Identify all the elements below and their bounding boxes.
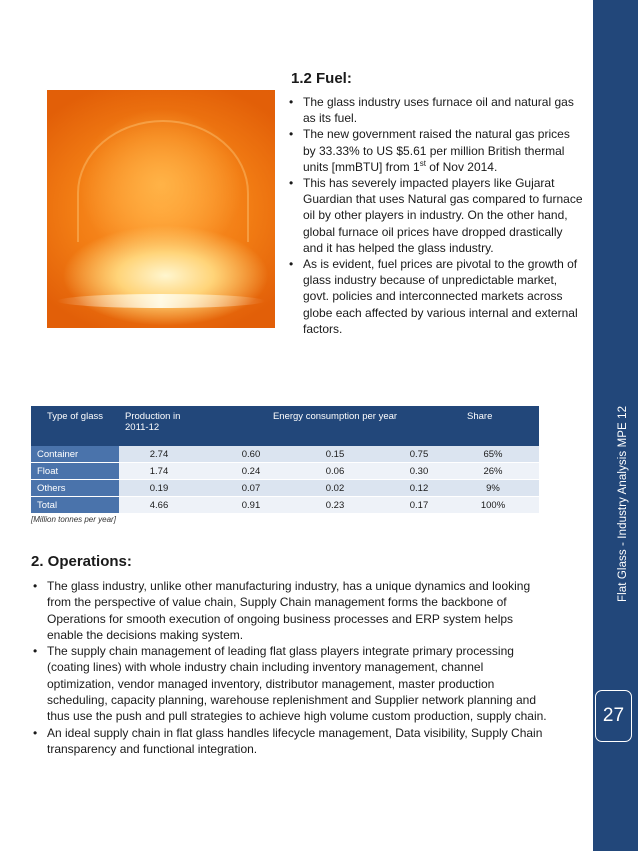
cell-production: 1.74 bbox=[119, 463, 209, 480]
page-number: 27 bbox=[595, 690, 632, 742]
operations-bullet: • An ideal supply chain in flat glass handles lifecycle management, Data visibility, Supply Chain transparency and functional integration. bbox=[31, 725, 551, 758]
glass-energy-table bbox=[31, 406, 539, 514]
operations-bullet-list bbox=[31, 578, 551, 757]
fuel-bullet-list bbox=[287, 94, 583, 337]
operations-heading: 2. Operations: bbox=[31, 553, 132, 570]
cell-energy: 0.12 bbox=[377, 480, 461, 497]
header-energy: Energy consumption per year bbox=[209, 406, 461, 446]
table-row bbox=[31, 446, 539, 463]
cell-energy: 0.30 bbox=[377, 463, 461, 480]
table-row bbox=[31, 463, 539, 480]
operations-bullet: • The supply chain management of leading flat glass players integrate primary processing (coating lines) with whole industry chain including inventory management, channel optimization, vendor managed inventory, distributor management, master production scheduling, capacity planning, warehouse replenishment and Supplier network planning and thus use the push and pull strategies to achieve high volume custom production, supply chain. bbox=[31, 643, 551, 724]
cell-energy: 0.17 bbox=[377, 497, 461, 514]
header-share: Share bbox=[461, 406, 539, 446]
sidebar-title: Flat Glass - Industry Analysis MPE 12 bbox=[617, 405, 629, 602]
cell-energy: 0.91 bbox=[209, 497, 293, 514]
cell-type: Container bbox=[31, 446, 119, 463]
table-header-row bbox=[31, 406, 539, 446]
cell-energy: 0.24 bbox=[209, 463, 293, 480]
cell-share: 100% bbox=[461, 497, 539, 514]
cell-type: Float bbox=[31, 463, 119, 480]
fuel-bullet-text: The new government raised the natural gas prices by 33.33% to US $5.61 per million British thermal units [mmBTU] from 1 bbox=[303, 127, 570, 174]
header-production: Production in 2011-12 bbox=[119, 406, 209, 446]
header-type: Type of glass bbox=[31, 406, 119, 446]
cell-share: 65% bbox=[461, 446, 539, 463]
fuel-heading: 1.2 Fuel: bbox=[291, 70, 352, 87]
cell-energy: 0.06 bbox=[293, 463, 377, 480]
molten-glass-glow bbox=[57, 294, 265, 308]
furnace-arch bbox=[77, 120, 249, 242]
fuel-bullet bbox=[287, 126, 583, 175]
cell-energy: 0.02 bbox=[293, 480, 377, 497]
operations-bullet: • The glass industry, unlike other manufacturing industry, has a unique dynamics and looking from the perspective of value chain, Supply Chain management forms the backbone of Operations for smooth execution of ongoing business processes and ERP system helps enable the decisions making system. bbox=[31, 578, 551, 643]
cell-type: Total bbox=[31, 497, 119, 514]
cell-energy: 0.23 bbox=[293, 497, 377, 514]
fuel-bullet: • The glass industry uses furnace oil and natural gas as its fuel. bbox=[287, 94, 583, 126]
cell-energy: 0.75 bbox=[377, 446, 461, 463]
cell-production: 2.74 bbox=[119, 446, 209, 463]
table-row bbox=[31, 497, 539, 514]
fuel-bullet: • This has severely impacted players like Gujarat Guardian that uses Natural gas compared to furnace oil by other players in industry. On the other hand, global furnace oil prices have dropped drastically and it has helped the glass industry. bbox=[287, 175, 583, 256]
cell-share: 26% bbox=[461, 463, 539, 480]
fuel-bullet: • As is evident, fuel prices are pivotal to the growth of glass industry because of unpredictable market, govt. policies and interconnected markets across globe each affected by various internal and external factors. bbox=[287, 256, 583, 337]
cell-energy: 0.07 bbox=[209, 480, 293, 497]
furnace-image bbox=[47, 90, 275, 328]
ordinal-suffix: st bbox=[419, 158, 426, 168]
cell-share: 9% bbox=[461, 480, 539, 497]
cell-production: 0.19 bbox=[119, 480, 209, 497]
fuel-bullet-text: of Nov 2014. bbox=[425, 159, 498, 174]
cell-energy: 0.60 bbox=[209, 446, 293, 463]
cell-type: Others bbox=[31, 480, 119, 497]
cell-energy: 0.15 bbox=[293, 446, 377, 463]
table-unit-note: [Million tonnes per year] bbox=[31, 515, 116, 524]
table-row bbox=[31, 480, 539, 497]
cell-production: 4.66 bbox=[119, 497, 209, 514]
